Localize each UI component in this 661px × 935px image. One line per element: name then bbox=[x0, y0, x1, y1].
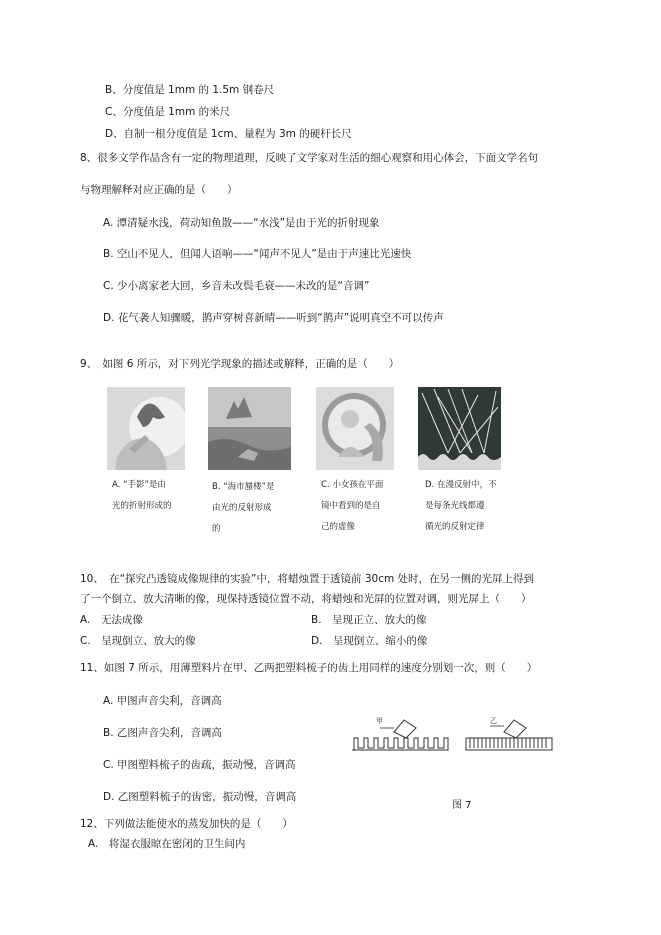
q10-stem-line1: 10、 在“探究凸透镜成像规律的实验”中，将蜡烛置于透镜前 30cm 处时，在另一侧的光屏上得到 bbox=[80, 573, 535, 585]
q10-option-b: B. 呈现正立、放大的像 bbox=[311, 614, 427, 626]
figure-7-label: 图 7 bbox=[452, 800, 472, 811]
caption-a-line2: 光的折射形成的 bbox=[112, 501, 172, 511]
q8-stem-line1: 8、很多文学作品含有一定的物理道理，反映了文学家对生活的细心观察和用心体会，下面文学名句 bbox=[80, 152, 539, 164]
q9-caption-d bbox=[425, 475, 496, 538]
q11-option-d: D. 乙图塑料梳子的齿密，振动慢，音调高 bbox=[103, 791, 297, 803]
caption-d-line2: 是每条光线都遵 bbox=[425, 501, 485, 511]
q8-stem-line2: 与物理解释对应正确的是（ ） bbox=[80, 184, 238, 196]
comb-yi-label: 乙 bbox=[490, 717, 497, 725]
q8-option-a: A. 潭清疑水浅，荷动知鱼散——“水浅”是由于光的折射现象 bbox=[103, 217, 380, 229]
comb-yi-figure bbox=[464, 714, 554, 758]
q10-option-d: D. 呈现倒立、缩小的像 bbox=[311, 635, 428, 647]
girl-mirror-image bbox=[316, 387, 394, 470]
q7-option-d: D、自制一根分度值是 1cm、量程为 3m 的硬杆长尺 bbox=[105, 128, 352, 140]
q8-option-b: B. 空山不见人，但闻人语响——“闻声不见人”是由于声速比光速快 bbox=[103, 248, 412, 260]
diffuse-reflection-image bbox=[418, 387, 501, 470]
q12-option-a: A. 将湿衣服晾在密闭的卫生间内 bbox=[88, 838, 246, 850]
caption-c-line1: C. 小女孩在平面 bbox=[321, 480, 384, 490]
q7-option-b: B、分度值是 1mm 的 1.5m 钢卷尺 bbox=[105, 84, 275, 96]
q8-option-d: D. 花气袭人知骤暖，鹊声穿树喜新晴——听到“鹊声”说明真空不可以传声 bbox=[103, 312, 444, 324]
q10-stem-line2: 了一个倒立、放大清晰的像，现保持透镜位置不动，将蜡烛和光屏的位置对调，则光屏上（ ） bbox=[80, 593, 532, 605]
comb-jia-figure bbox=[350, 714, 450, 758]
comb-jia-label: 甲 bbox=[376, 717, 383, 725]
q7-option-c: C、分度值是 1mm 的米尺 bbox=[105, 106, 231, 118]
q9-caption-b bbox=[212, 477, 275, 540]
caption-a-line1: A. “手影”是由 bbox=[112, 480, 166, 490]
caption-b-line1: B. “海市蜃楼”是 bbox=[212, 482, 275, 492]
caption-d-line3: 循光的反射定律 bbox=[425, 522, 485, 532]
caption-b-line2: 由光的反射形成 bbox=[212, 503, 272, 513]
q9-caption-a bbox=[112, 475, 172, 517]
caption-c-line3: 己的虚像 bbox=[321, 522, 356, 532]
caption-d-line1: D. 在漫反射中，不 bbox=[425, 480, 497, 490]
q9-stem: 9、 如图 6 所示，对下列光学现象的描述或解释，正确的是（ ） bbox=[80, 358, 400, 370]
q10-option-a: A. 无法成像 bbox=[80, 614, 143, 626]
q9-caption-c bbox=[321, 475, 383, 538]
q11-option-b: B. 乙图声音尖利，音调高 bbox=[103, 727, 222, 739]
caption-c-line2: 镜中看到的是自 bbox=[321, 501, 381, 511]
q10-option-c: C. 呈现倒立、放大的像 bbox=[80, 635, 196, 647]
caption-b-line3: 的 bbox=[212, 524, 221, 534]
hand-shadow-image bbox=[107, 387, 185, 470]
mirage-image bbox=[208, 387, 291, 470]
q8-option-c: C. 少小离家老大回，乡音未改鬓毛衰——未改的是“音调” bbox=[103, 280, 370, 292]
q11-stem: 11、如图 7 所示，用薄塑料片在甲、乙两把塑料梳子的齿上用同样的速度分别划一次，则（ ） bbox=[80, 662, 538, 674]
q11-option-a: A. 甲图声音尖利，音调高 bbox=[103, 695, 222, 707]
q12-stem: 12、下列做法能使水的蒸发加快的是（ ） bbox=[80, 818, 293, 830]
q11-option-c: C. 甲图塑料梳子的齿疏，振动慢，音调高 bbox=[103, 759, 296, 771]
